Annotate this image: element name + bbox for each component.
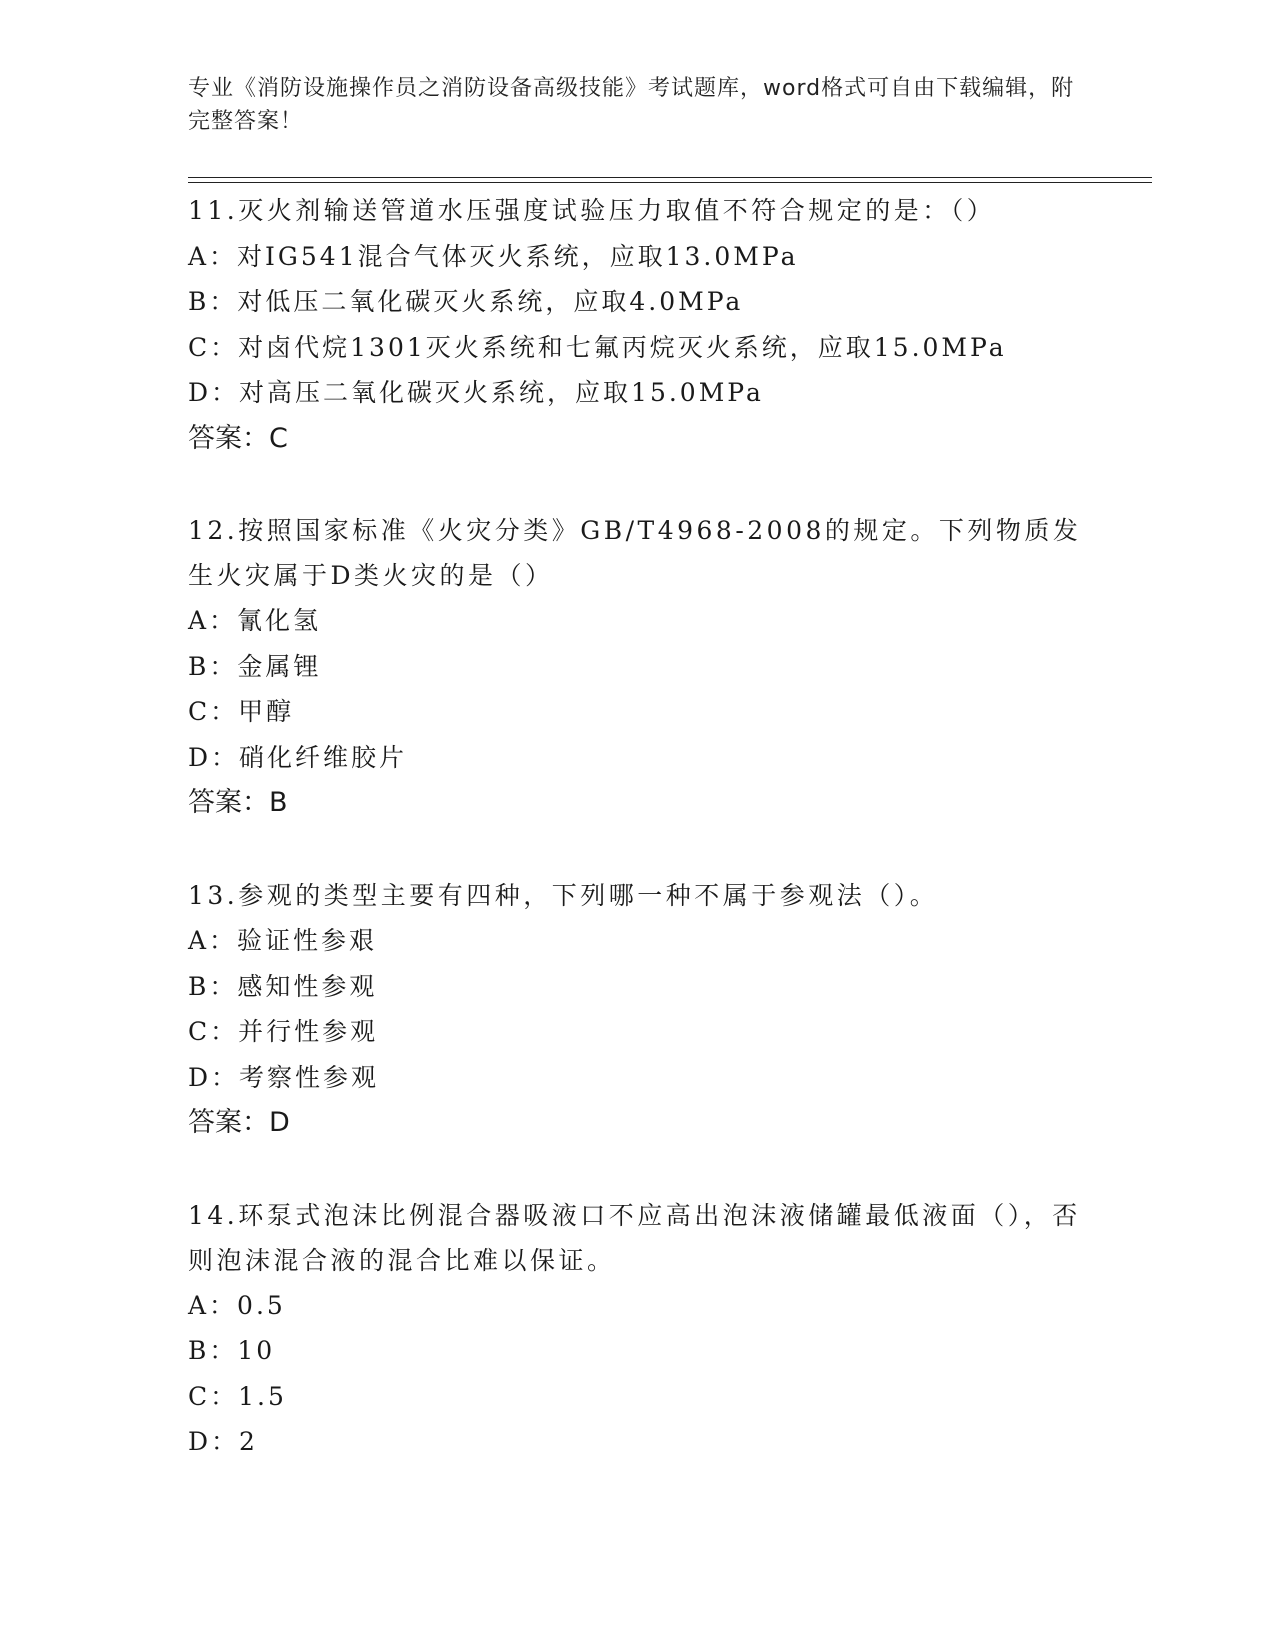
option-c: C：对卤代烷1301灭火系统和七氟丙烷灭火系统，应取15.0MPa bbox=[188, 332, 1007, 362]
option-b: B：对低压二氧化碳灭火系统，应取4.0MPa bbox=[188, 287, 744, 316]
question-12 bbox=[188, 508, 1088, 826]
header-divider-top bbox=[188, 177, 1152, 178]
option-d: D：2 bbox=[188, 1427, 258, 1456]
option-c: C：甲醇 bbox=[188, 697, 295, 726]
header-divider-bottom bbox=[188, 182, 1152, 183]
question-13 bbox=[188, 873, 1088, 1146]
question-14 bbox=[188, 1193, 1088, 1465]
question-stem: 13.参观的类型主要有四种，下列哪一种不属于参观法（）。 bbox=[188, 880, 939, 910]
answer-line: 答案：B bbox=[188, 787, 288, 818]
question-11 bbox=[188, 188, 1088, 461]
option-a: A：验证性参艰 bbox=[188, 926, 378, 955]
document-header: 专业《消防设施操作员之消防设备高级技能》考试题库，word格式可自由下载编辑，附完整答案！ bbox=[188, 76, 1075, 134]
option-c: C：1.5 bbox=[188, 1381, 287, 1411]
option-a: A：对IG541混合气体灭火系统，应取13.0MPa bbox=[188, 241, 799, 271]
option-d: D：对高压二氧化碳灭火系统，应取15.0MPa bbox=[188, 378, 764, 407]
option-d: D：考察性参观 bbox=[188, 1062, 380, 1092]
answer-line: 答案：D bbox=[188, 1107, 290, 1138]
question-stem: 12.按照国家标准《火灾分类》GB/T4968-2008的规定。下列物质发生火灾属于D类火灾的是（） bbox=[188, 516, 1082, 590]
option-d: D：硝化纤维胶片 bbox=[188, 742, 408, 772]
option-b: B：感知性参观 bbox=[188, 971, 378, 1001]
option-b: B：10 bbox=[188, 1336, 276, 1365]
option-c: C：并行性参观 bbox=[188, 1017, 379, 1046]
question-stem: 11.灭火剂输送管道水压强度试验压力取值不符合规定的是：（） bbox=[188, 196, 996, 225]
option-b: B：金属锂 bbox=[188, 651, 322, 681]
option-a: A：0.5 bbox=[188, 1290, 286, 1320]
answer-line: 答案：C bbox=[188, 422, 288, 454]
question-stem: 14.环泵式泡沫比例混合器吸液口不应高出泡沫液储罐最低液面（），否则泡沫混合液的混合比难以保证。 bbox=[188, 1200, 1081, 1275]
question-list bbox=[188, 188, 1088, 1465]
option-a: A：氰化氢 bbox=[188, 606, 322, 635]
